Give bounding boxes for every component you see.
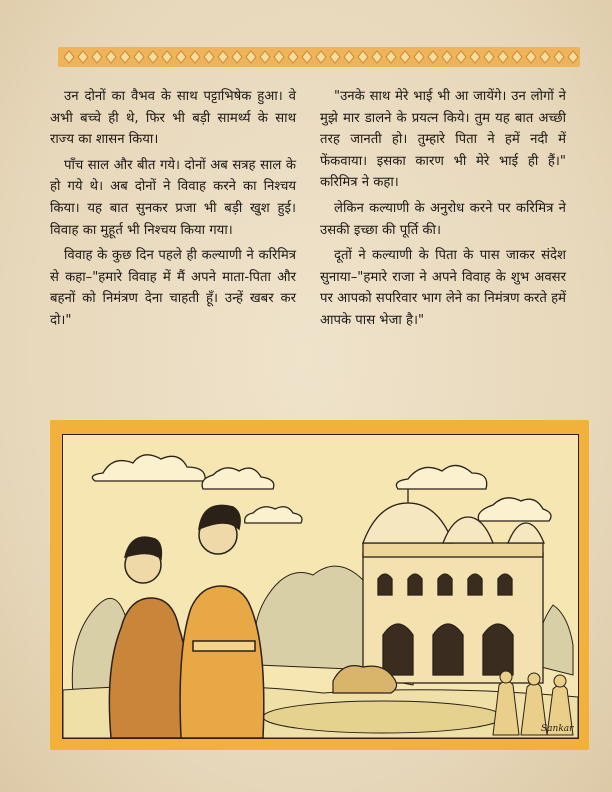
border-ornament <box>148 51 158 63</box>
paragraph-kalyani-request: विवाह के कुछ दिन पहले ही कल्याणी ने करिमित्र से कहा–"हमारे विवाह में मैं अपने माता-पिता और बहनों को निमंत्रण देना चाहती हूँ। उन्हें खबर कर दो।" <box>50 248 296 328</box>
border-ornament <box>274 51 284 63</box>
border-ornament <box>568 51 578 63</box>
border-ornament <box>344 51 354 63</box>
border-ornament <box>400 51 410 63</box>
border-ornament <box>120 51 130 63</box>
border-ornament <box>470 51 480 63</box>
paragraph-messengers: दूतों ने कल्याणी के पिता के पास जाकर संदेश सुनाया–"हमारे राजा ने अपने विवाह के शुभ अवसर पर आपको सपरिवार भाग लेने का निमंत्रण करते हमें आपके पास भेजा है।" <box>320 248 566 328</box>
border-ornament <box>218 51 228 63</box>
border-ornament <box>372 51 382 63</box>
border-ornament <box>484 51 494 63</box>
border-ornament <box>442 51 452 63</box>
border-ornament <box>428 51 438 63</box>
decorative-border-pattern <box>58 47 580 67</box>
cloud-far-right <box>478 498 551 521</box>
border-ornament <box>498 51 508 63</box>
cloud-small <box>245 507 302 523</box>
clouds <box>92 455 551 523</box>
woman-right-dress <box>180 586 264 738</box>
illustration-scene <box>63 435 578 738</box>
border-ornament <box>232 51 242 63</box>
border-ornament <box>540 51 550 63</box>
border-ornament <box>512 51 522 63</box>
border-ornament <box>386 51 396 63</box>
border-ornament <box>316 51 326 63</box>
women-figures <box>109 505 263 738</box>
border-ornament <box>302 51 312 63</box>
border-ornament <box>414 51 424 63</box>
border-ornament <box>204 51 214 63</box>
border-ornament <box>526 51 536 63</box>
border-ornament <box>64 51 74 63</box>
paragraph-request-fulfilled: लेकिन कल्याणी के अनुरोध करने पर करिमित्र ने उसकी इच्छा की पूर्ति की। <box>320 200 566 238</box>
palace-main-dome <box>363 503 453 543</box>
paragraph-coronation: उन दोनों का वैभव के साथ पट्टाभिषेक हुआ। वे अभी बच्चे ही थे, फिर भी बड़ी सामर्थ्य के साथ राज्य का शासन किया। <box>50 89 296 148</box>
paragraph-karimitra-reply: "उनके साथ मेरे भाई भी आ जायेंगे। उन लोगों ने मुझे मार डालने के प्रयत्न किये। तुम यह बात अच्छी तरह जानती हो। तुम्हारे पिता ने हमें नदी में फेंकवाया। इसका कारण भी मेरे भाई ही हैं।" करिमित्र ने कहा। <box>320 89 566 191</box>
border-ornament <box>78 51 88 63</box>
artist-signature: Sankar <box>541 724 574 734</box>
border-ornament <box>358 51 368 63</box>
palace-small-dome <box>508 523 544 543</box>
border-ornament <box>190 51 200 63</box>
border-ornament <box>246 51 256 63</box>
illustration <box>62 434 579 739</box>
illustration-frame <box>50 420 589 750</box>
paragraph-marriage-decision: पाँच साल और बीत गये। दोनों अब सत्रह साल के हो गये थे। अब दोनों ने विवाह करने का निश्चय किया। यह बात सुनकर प्रजा भी बड़ी खुश हुई। विवाह का मुहूर्त भी निश्चय किया गया। <box>50 157 296 238</box>
border-ornament <box>330 51 340 63</box>
border-ornament <box>288 51 298 63</box>
right-text-column <box>320 86 566 336</box>
border-ornament <box>456 51 466 63</box>
border-ornament <box>106 51 116 63</box>
woman-right-belt <box>193 641 255 651</box>
border-ornament <box>176 51 186 63</box>
garden-bed <box>263 701 503 733</box>
border-ornament <box>162 51 172 63</box>
border-ornament <box>92 51 102 63</box>
decorative-border-band <box>58 47 580 67</box>
border-ornament <box>260 51 270 63</box>
border-ornament <box>554 51 564 63</box>
cloud-right <box>396 465 486 489</box>
cloud-left <box>92 455 205 481</box>
cloud-mid <box>202 468 274 489</box>
palace-parapet <box>363 543 543 557</box>
left-text-column <box>50 86 296 336</box>
border-ornament <box>134 51 144 63</box>
